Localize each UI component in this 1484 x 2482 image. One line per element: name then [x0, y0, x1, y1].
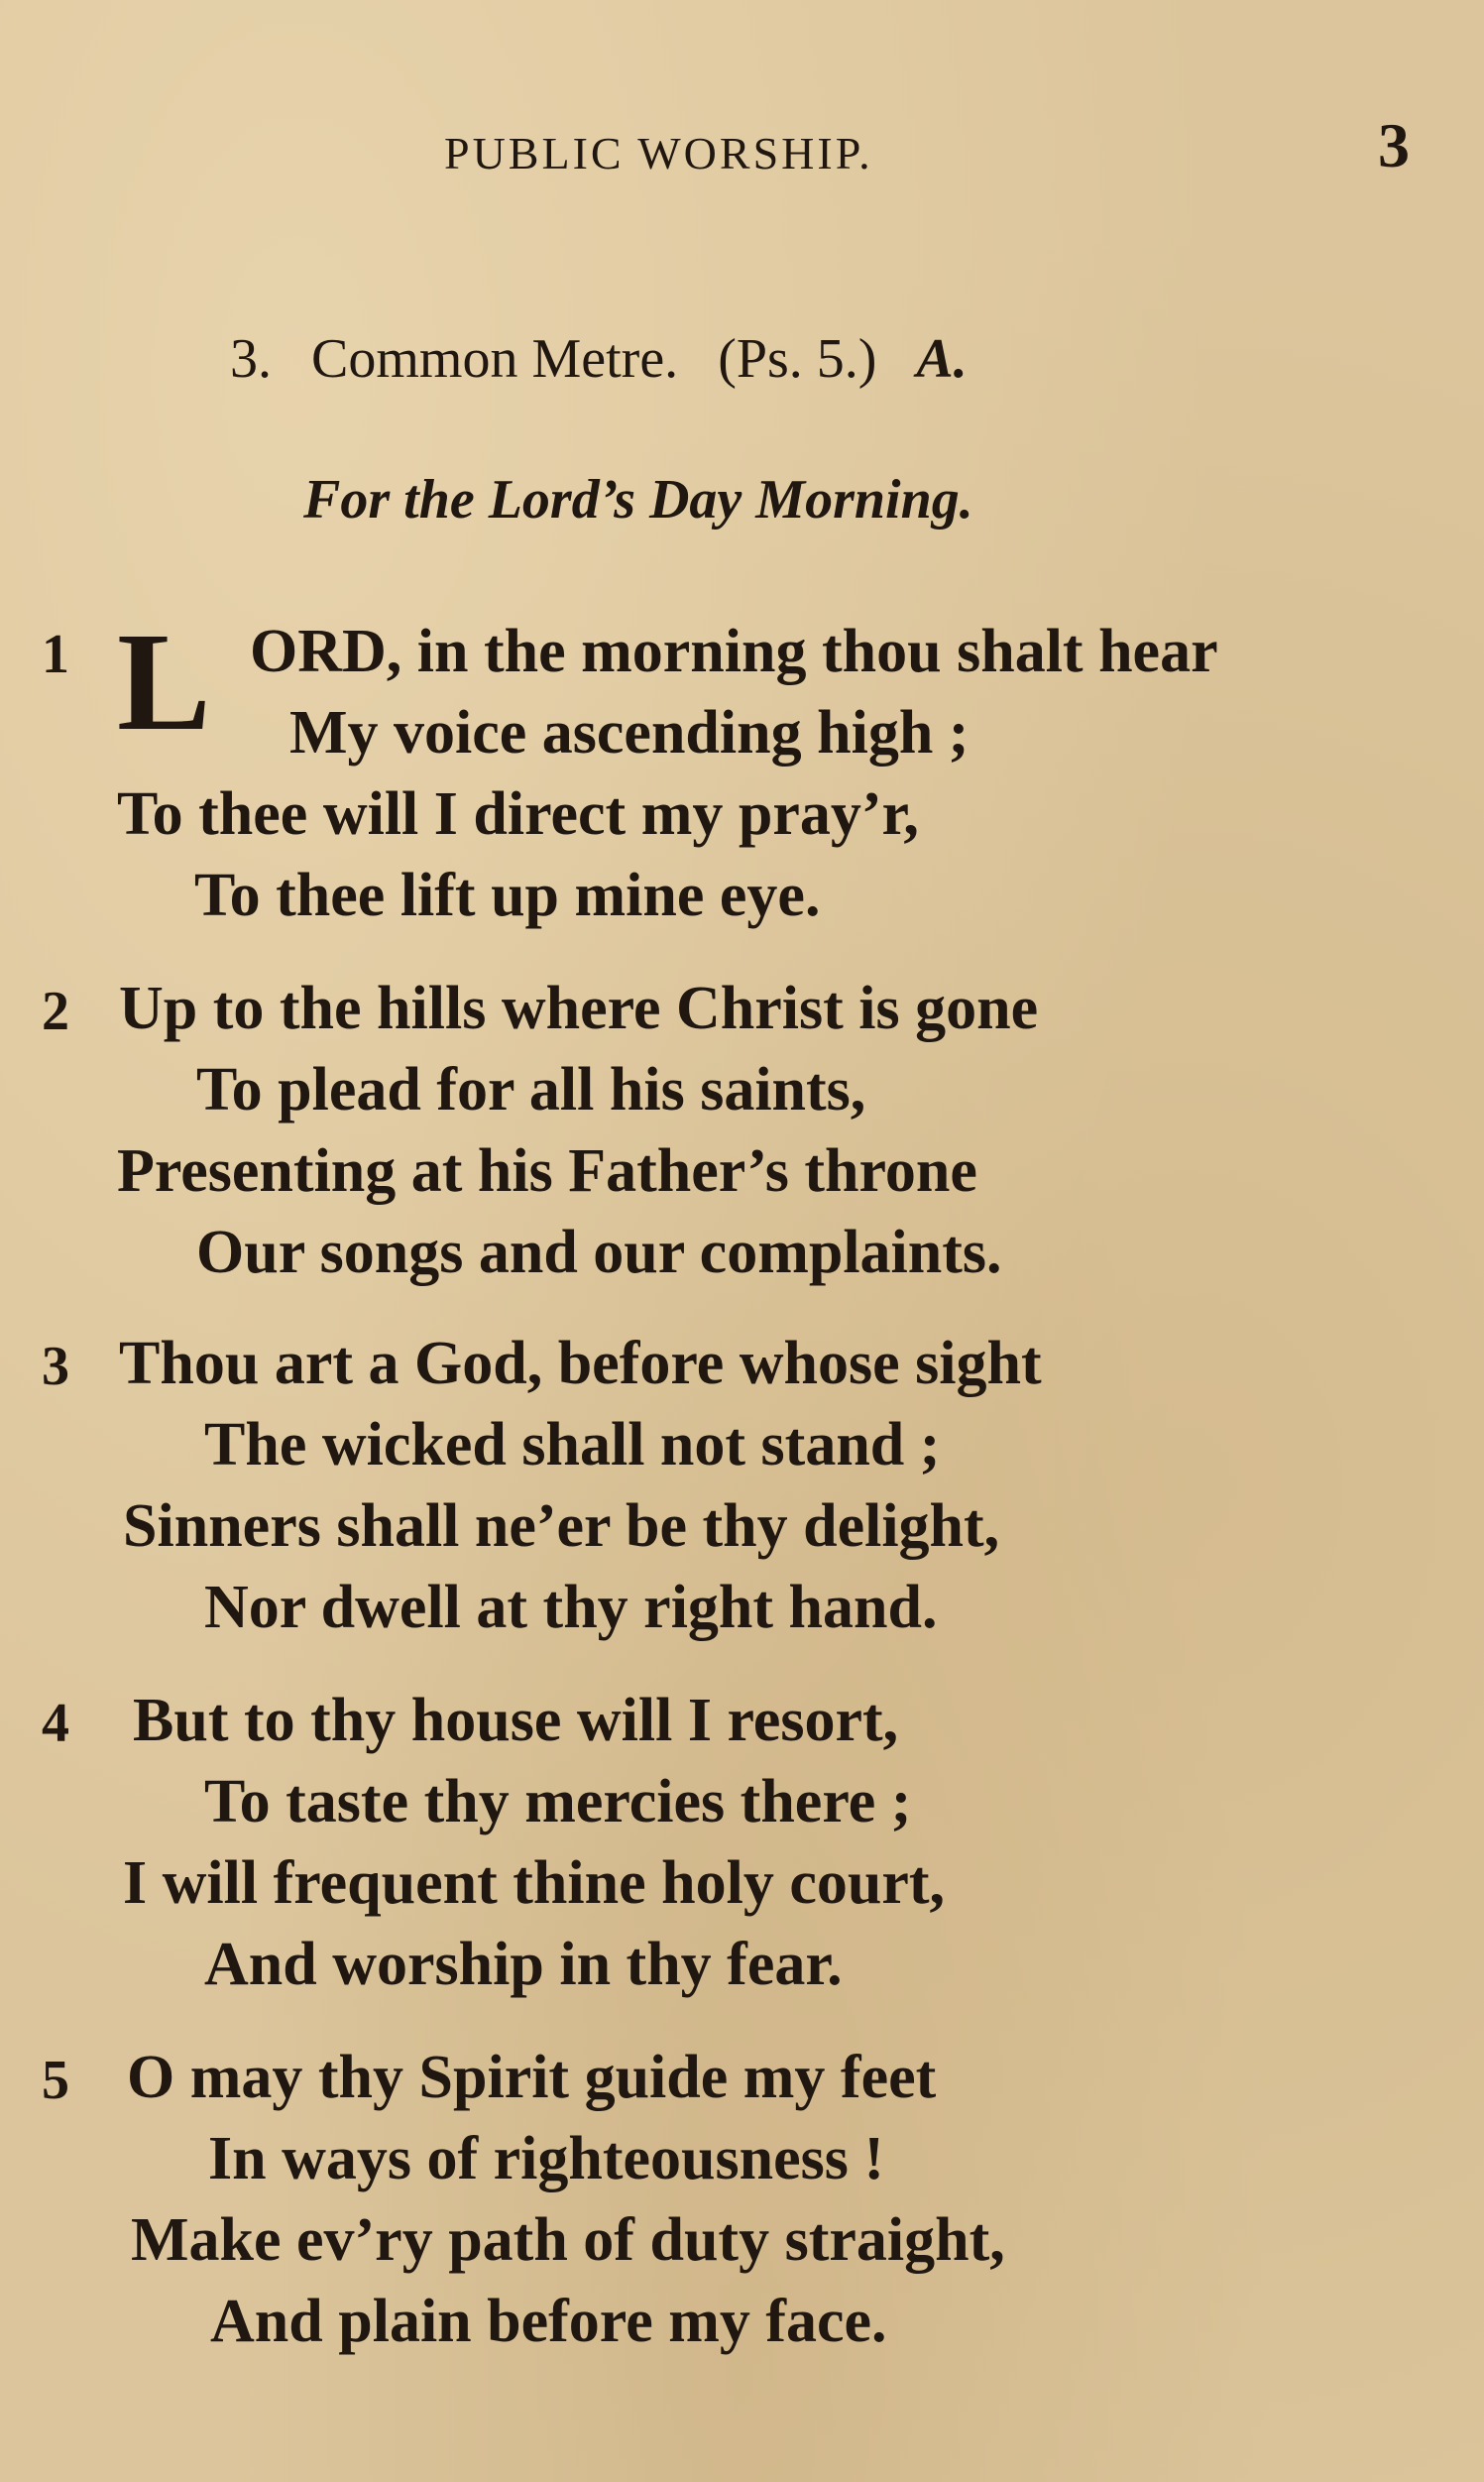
- page-number: 3: [1378, 110, 1410, 180]
- running-head: PUBLIC WORSHIP.: [444, 128, 873, 178]
- stanza-line: To plead for all his saints,: [196, 1056, 866, 1123]
- stanza-number: 3: [42, 1336, 69, 1397]
- stanza-line: Our songs and our complaints.: [196, 1219, 1002, 1286]
- stanza-number: 5: [42, 2050, 69, 2111]
- stanza-line: To thee will I direct my pray’r,: [117, 780, 919, 848]
- stanza-line: To taste thy mercies there ;: [204, 1768, 912, 1835]
- stanza-line: In ways of righteousness !: [208, 2125, 885, 2192]
- stanza-number: 4: [42, 1693, 69, 1754]
- stanza-number: 1: [42, 624, 69, 685]
- stanza-line: Thou art a God, before whose sight: [119, 1330, 1042, 1397]
- stanza-line: To thee lift up mine eye.: [194, 862, 821, 929]
- stanza-line: Sinners shall ne’er be thy delight,: [123, 1492, 1000, 1560]
- hymn-metre: Common Metre.: [311, 328, 679, 390]
- drop-cap: L: [117, 603, 211, 760]
- stanza-line: The wicked shall not stand ;: [204, 1411, 941, 1478]
- stanza-line: O may thy Spirit guide my feet: [127, 2044, 937, 2111]
- stanza-line: And worship in thy fear.: [204, 1931, 843, 1998]
- stanza-line: I will frequent thine holy court,: [123, 1849, 945, 1917]
- stanza-line: Up to the hills where Christ is gone: [119, 975, 1039, 1042]
- hymn-psalm-reference: (Ps. 5.): [718, 328, 877, 390]
- hymn-occasion: For the Lord’s Day Morning.: [303, 469, 973, 531]
- stanza-line: Nor dwell at thy right hand.: [204, 1574, 938, 1641]
- stanza-line: Make ev’ry path of duty straight,: [131, 2206, 1005, 2274]
- stanza-line: ORD, in the morning thou shalt hear: [250, 618, 1218, 685]
- stanza-line: Presenting at his Father’s throne: [117, 1137, 977, 1205]
- stanza-line: My voice ascending high ;: [289, 699, 970, 767]
- stanza-line: But to thy house will I resort,: [133, 1687, 899, 1754]
- hymn-number: 3.: [230, 328, 272, 390]
- stanza-number: 2: [42, 981, 69, 1042]
- stanza-line: And plain before my face.: [210, 2288, 887, 2355]
- hymn-heading: [230, 327, 993, 391]
- hymn-tune-mark: A.: [916, 328, 968, 390]
